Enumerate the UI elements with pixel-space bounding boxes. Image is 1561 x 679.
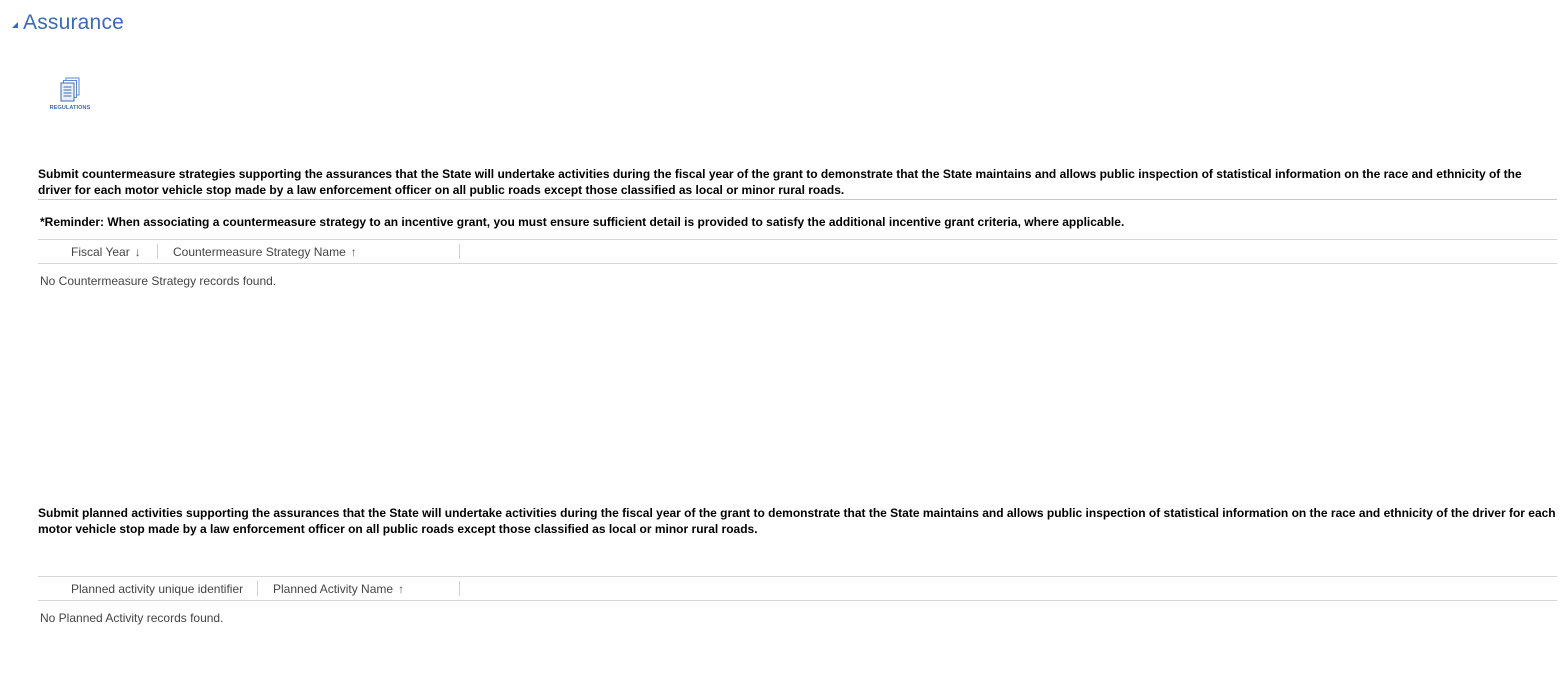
- column-separator[interactable]: [257, 581, 258, 596]
- column-label: Planned Activity Name: [273, 581, 394, 596]
- column-label: Fiscal Year: [71, 244, 130, 259]
- planned-activity-empty-message: No Planned Activity records found.: [40, 611, 224, 625]
- section-title: Assurance: [23, 11, 125, 34]
- column-header-planned-activity-name[interactable]: [273, 577, 404, 600]
- column-header-countermeasure-strategy-name[interactable]: [173, 240, 357, 263]
- column-header-planned-activity-identifier[interactable]: [71, 577, 243, 600]
- reminder-text: *Reminder: When associating a countermeasure strategy to an incentive grant, you must ensure sufficient detail is provided to satisfy the additional incentive grant criteria, where applicable.: [40, 215, 1125, 229]
- sort-ascending-icon: ↑: [350, 244, 357, 259]
- regulations-label: REGULATIONS: [49, 105, 91, 111]
- section-header: [12, 11, 124, 35]
- planned-activity-section: [38, 505, 1557, 625]
- countermeasure-description: Submit countermeasure strategies supporting the assurances that the State will undertake activities during the fiscal year of the grant to demonstrate that the State maintains and allows public inspection of statistical information on the race and ethnicity of the driver for each motor vehicle stop made by a law enforcement officer on all public roads except those classified as local or minor rural roads.: [38, 167, 1522, 197]
- planned-activity-grid-header: [38, 576, 1557, 601]
- sort-descending-icon: ↓: [134, 244, 141, 259]
- sort-ascending-icon: ↑: [398, 581, 405, 596]
- column-label: Planned activity unique identifier: [71, 581, 244, 596]
- planned-activity-description: Submit planned activities supporting the assurances that the State will undertake activities during the fiscal year of the grant to demonstrate that the State maintains and allows public inspection of statistical information on the race and ethnicity of the driver for each motor vehicle stop made by a law enforcement officer on all public roads except those classified as local or minor rural roads.: [38, 506, 1556, 536]
- countermeasure-grid-header: [38, 239, 1557, 264]
- column-separator[interactable]: [459, 244, 460, 259]
- column-separator[interactable]: [459, 581, 460, 596]
- collapse-triangle-icon[interactable]: [12, 22, 18, 28]
- countermeasure-empty-message: No Countermeasure Strategy records found.: [40, 274, 277, 288]
- regulations-button[interactable]: [46, 77, 94, 115]
- countermeasure-section: [38, 166, 1557, 288]
- documents-stack-icon: [59, 77, 81, 103]
- column-header-fiscal-year[interactable]: [71, 240, 141, 263]
- divider: [38, 199, 1557, 200]
- column-separator[interactable]: [157, 244, 158, 259]
- column-label: Countermeasure Strategy Name: [173, 244, 346, 259]
